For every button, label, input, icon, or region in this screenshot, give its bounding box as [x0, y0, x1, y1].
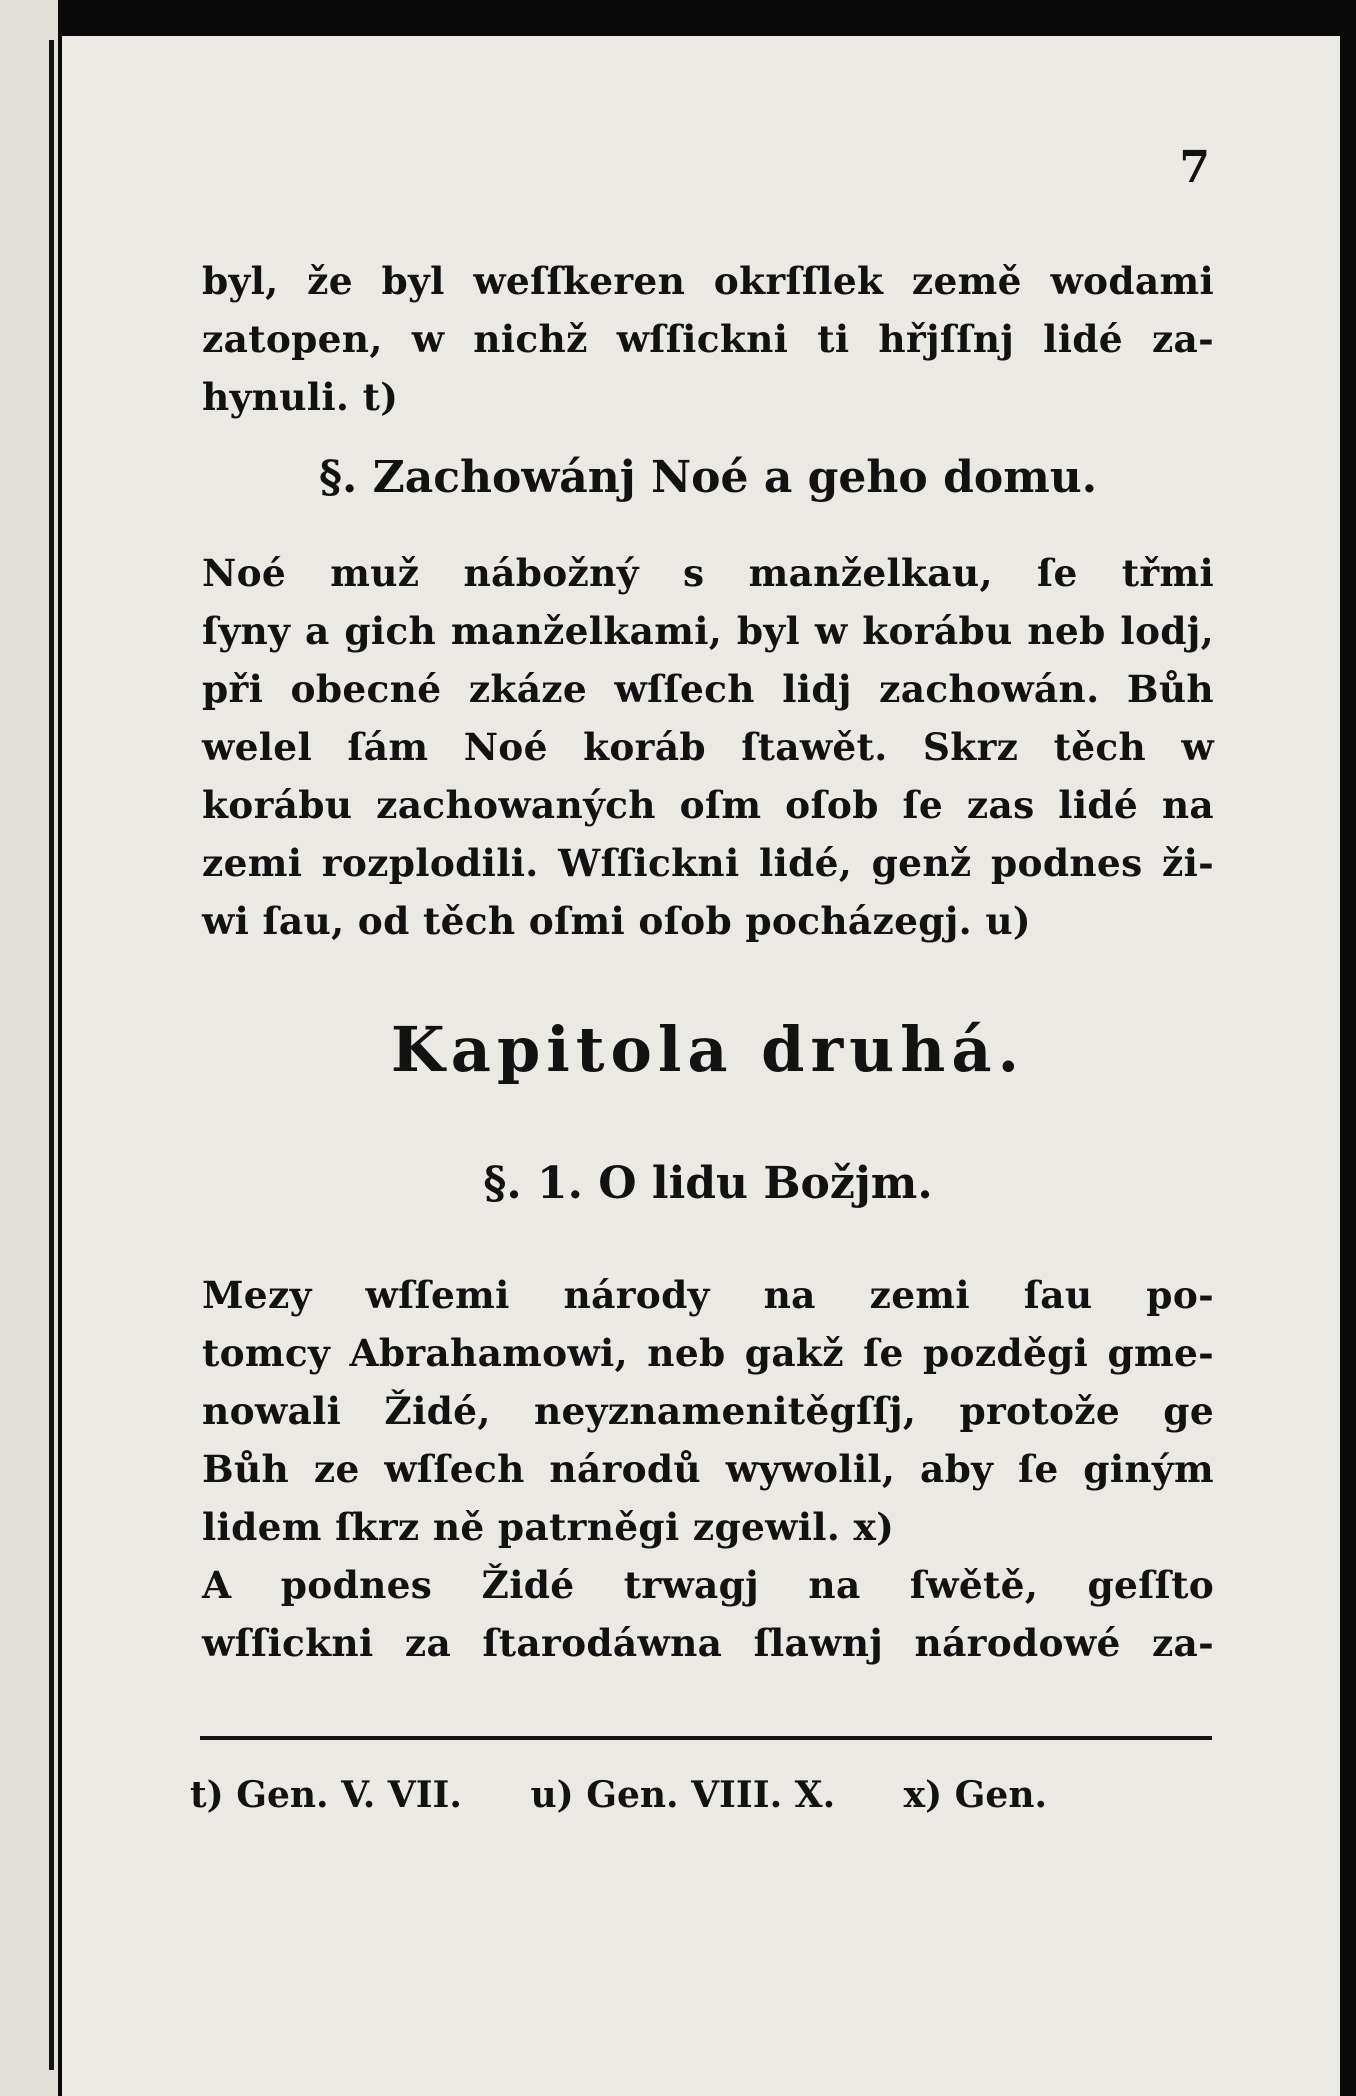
paragraph-abraham — [202, 1266, 1214, 1556]
text-line: ſyny a gich manželkami, byl w korábu neb lodj, — [202, 609, 1214, 653]
text-line: A podnes Židé trwagj na ſwětě, geſſto — [202, 1563, 1214, 1607]
text-line: wſſickni za ſtarodáwna ſlawnj národowé za- — [202, 1621, 1214, 1665]
footnote-t: t) Gen. V. VII. — [190, 1774, 462, 1816]
text-line: welel ſám Noé koráb ſtawět. Skrz těch w — [202, 725, 1214, 769]
binding-edge — [0, 0, 58, 2096]
footnote-x: x) Gen. — [903, 1774, 1048, 1816]
paragraph-noah — [202, 544, 1214, 950]
section-heading: §. Zachowánj Noé a geho domu. — [318, 452, 1098, 503]
text-line: wi ſau, od těch oſmi oſob pocházegj. u) — [202, 899, 1031, 943]
text-line: hynuli. t) — [202, 375, 399, 419]
book-page — [62, 36, 1340, 2096]
text-line: Mezy wſſemi národy na zemi ſau po- — [202, 1273, 1214, 1317]
text-line: nowali Židé, neyznamenitěgſſj, protože ge — [202, 1389, 1214, 1433]
text-line: Noé muž nábožný s manželkau, ſe třmi — [202, 551, 1214, 595]
text-line: tomcy Abrahamowi, neb gakž ſe pozděgi gme- — [202, 1331, 1214, 1375]
paragraph-flood — [202, 252, 1214, 426]
footnote-rule — [200, 1736, 1212, 1740]
footnote-u: u) Gen. VIII. X. — [530, 1774, 836, 1816]
text-line: zatopen, w nichž wſſickni ti hřjſſnj lidé za- — [202, 317, 1214, 361]
paragraph-jews — [202, 1556, 1214, 1672]
text-line: lidem ſkrz ně patrněgi zgewil. x) — [202, 1505, 895, 1549]
chapter-title: Kapitola druhá. — [390, 1013, 1026, 1086]
page-number: 7 — [1179, 142, 1210, 193]
text-line: zemi rozplodili. Wſſickni lidé, genž podnes ži- — [202, 841, 1214, 885]
footnotes — [190, 1770, 1230, 1820]
text-line: při obecné zkáze wſſech lidj zachowán. Bůh — [202, 667, 1214, 711]
section-heading: §. 1. O lidu Božjm. — [483, 1158, 933, 1209]
text-line: byl, že byl weſſkeren okrſſlek země wodami — [202, 259, 1214, 303]
text-line: korábu zachowaných oſm oſob ſe zas lidé na — [202, 783, 1214, 827]
text-line: Bůh ze wſſech národů wywolil, aby ſe giným — [202, 1447, 1214, 1491]
